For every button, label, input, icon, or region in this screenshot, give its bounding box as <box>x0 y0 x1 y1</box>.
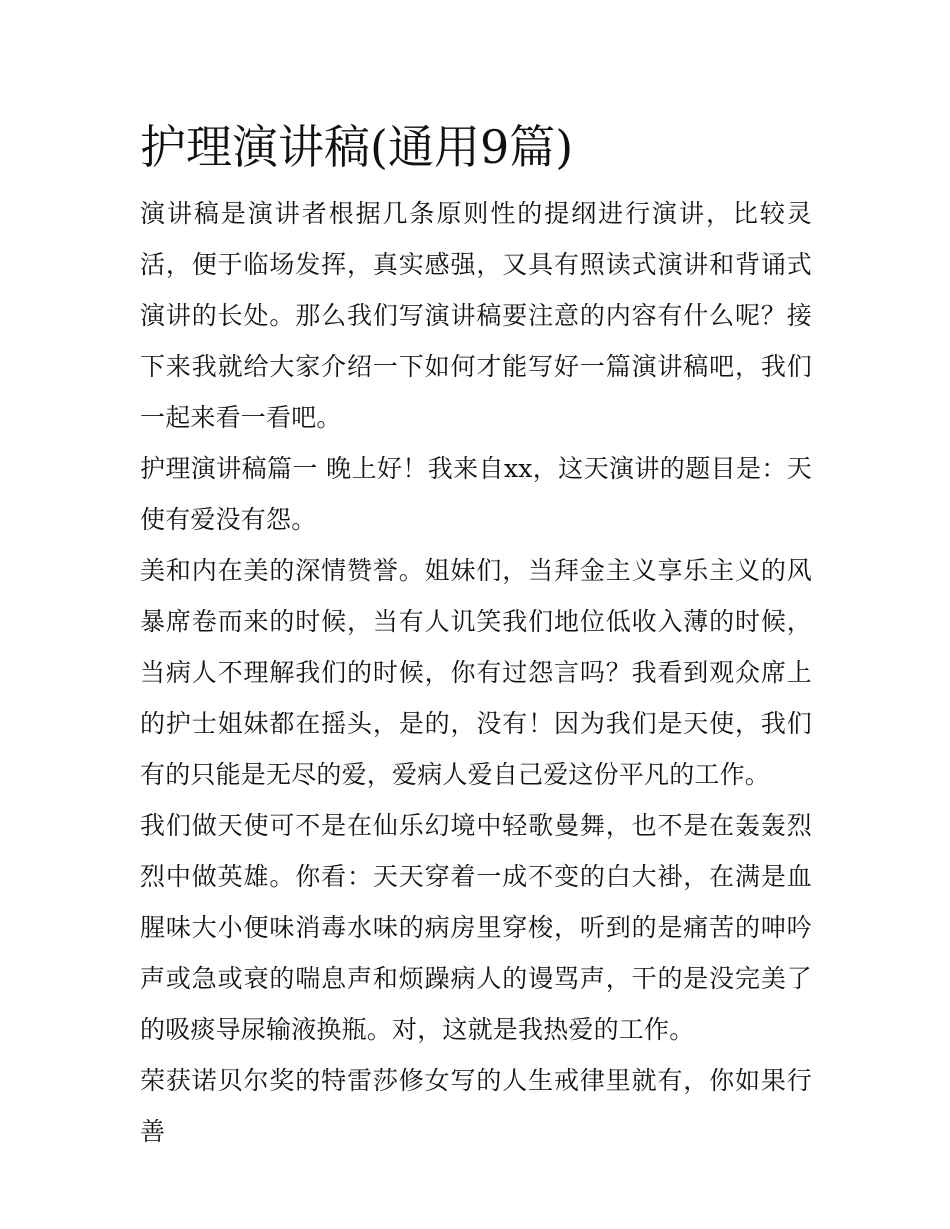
paragraph-3: 我们做天使可不是在仙乐幻境中轻歌曼舞，也不是在轰轰烈烈中做英雄。你看：天天穿着一成不变的白大褂，在满是血腥味大小便味消毒水味的病房里穿梭，听到的是痛苦的呻吟声或急或衰的喘息声和烦躁病人的谩骂声，干的是没完美了的吸痰导尿输液换瓶。对，这就是我热爱的工作。 <box>140 811 812 1044</box>
document-title: 护理演讲稿(通用9篇) <box>140 120 574 174</box>
paragraph-2: 美和内在美的深情赞誉。姐妹们，当拜金主义享乐主义的风暴席卷而来的时候，当有人讥笑我们地位低收入薄的时候，当病人不理解我们的时候，你有过怨言吗？我看到观众席上的护士姐妹都在摇头，是的，没有！因为我们是天使，我们有的只能是无尽的爱，爱病人爱自己爱这份平凡的工作。 <box>140 556 812 789</box>
document-body <box>140 112 812 1157</box>
paragraph-1: 护理演讲稿篇一 晚上好！我来自xx，这天演讲的题目是：天使有爱没有怨。 <box>140 454 812 534</box>
paragraph-4: 荣获诺贝尔奖的特雷莎修女写的人生戒律里就有，你如果行善 <box>140 1066 812 1146</box>
paragraph-intro: 演讲稿是演讲者根据几条原则性的提纲进行演讲，比较灵活，便于临场发挥，真实感强，又具有照读式演讲和背诵式演讲的长处。那么我们写演讲稿要注意的内容有什么呢？接下来我就给大家介绍一下如何才能写好一篇演讲稿吧，我们一起来看一看吧。 <box>140 199 812 432</box>
